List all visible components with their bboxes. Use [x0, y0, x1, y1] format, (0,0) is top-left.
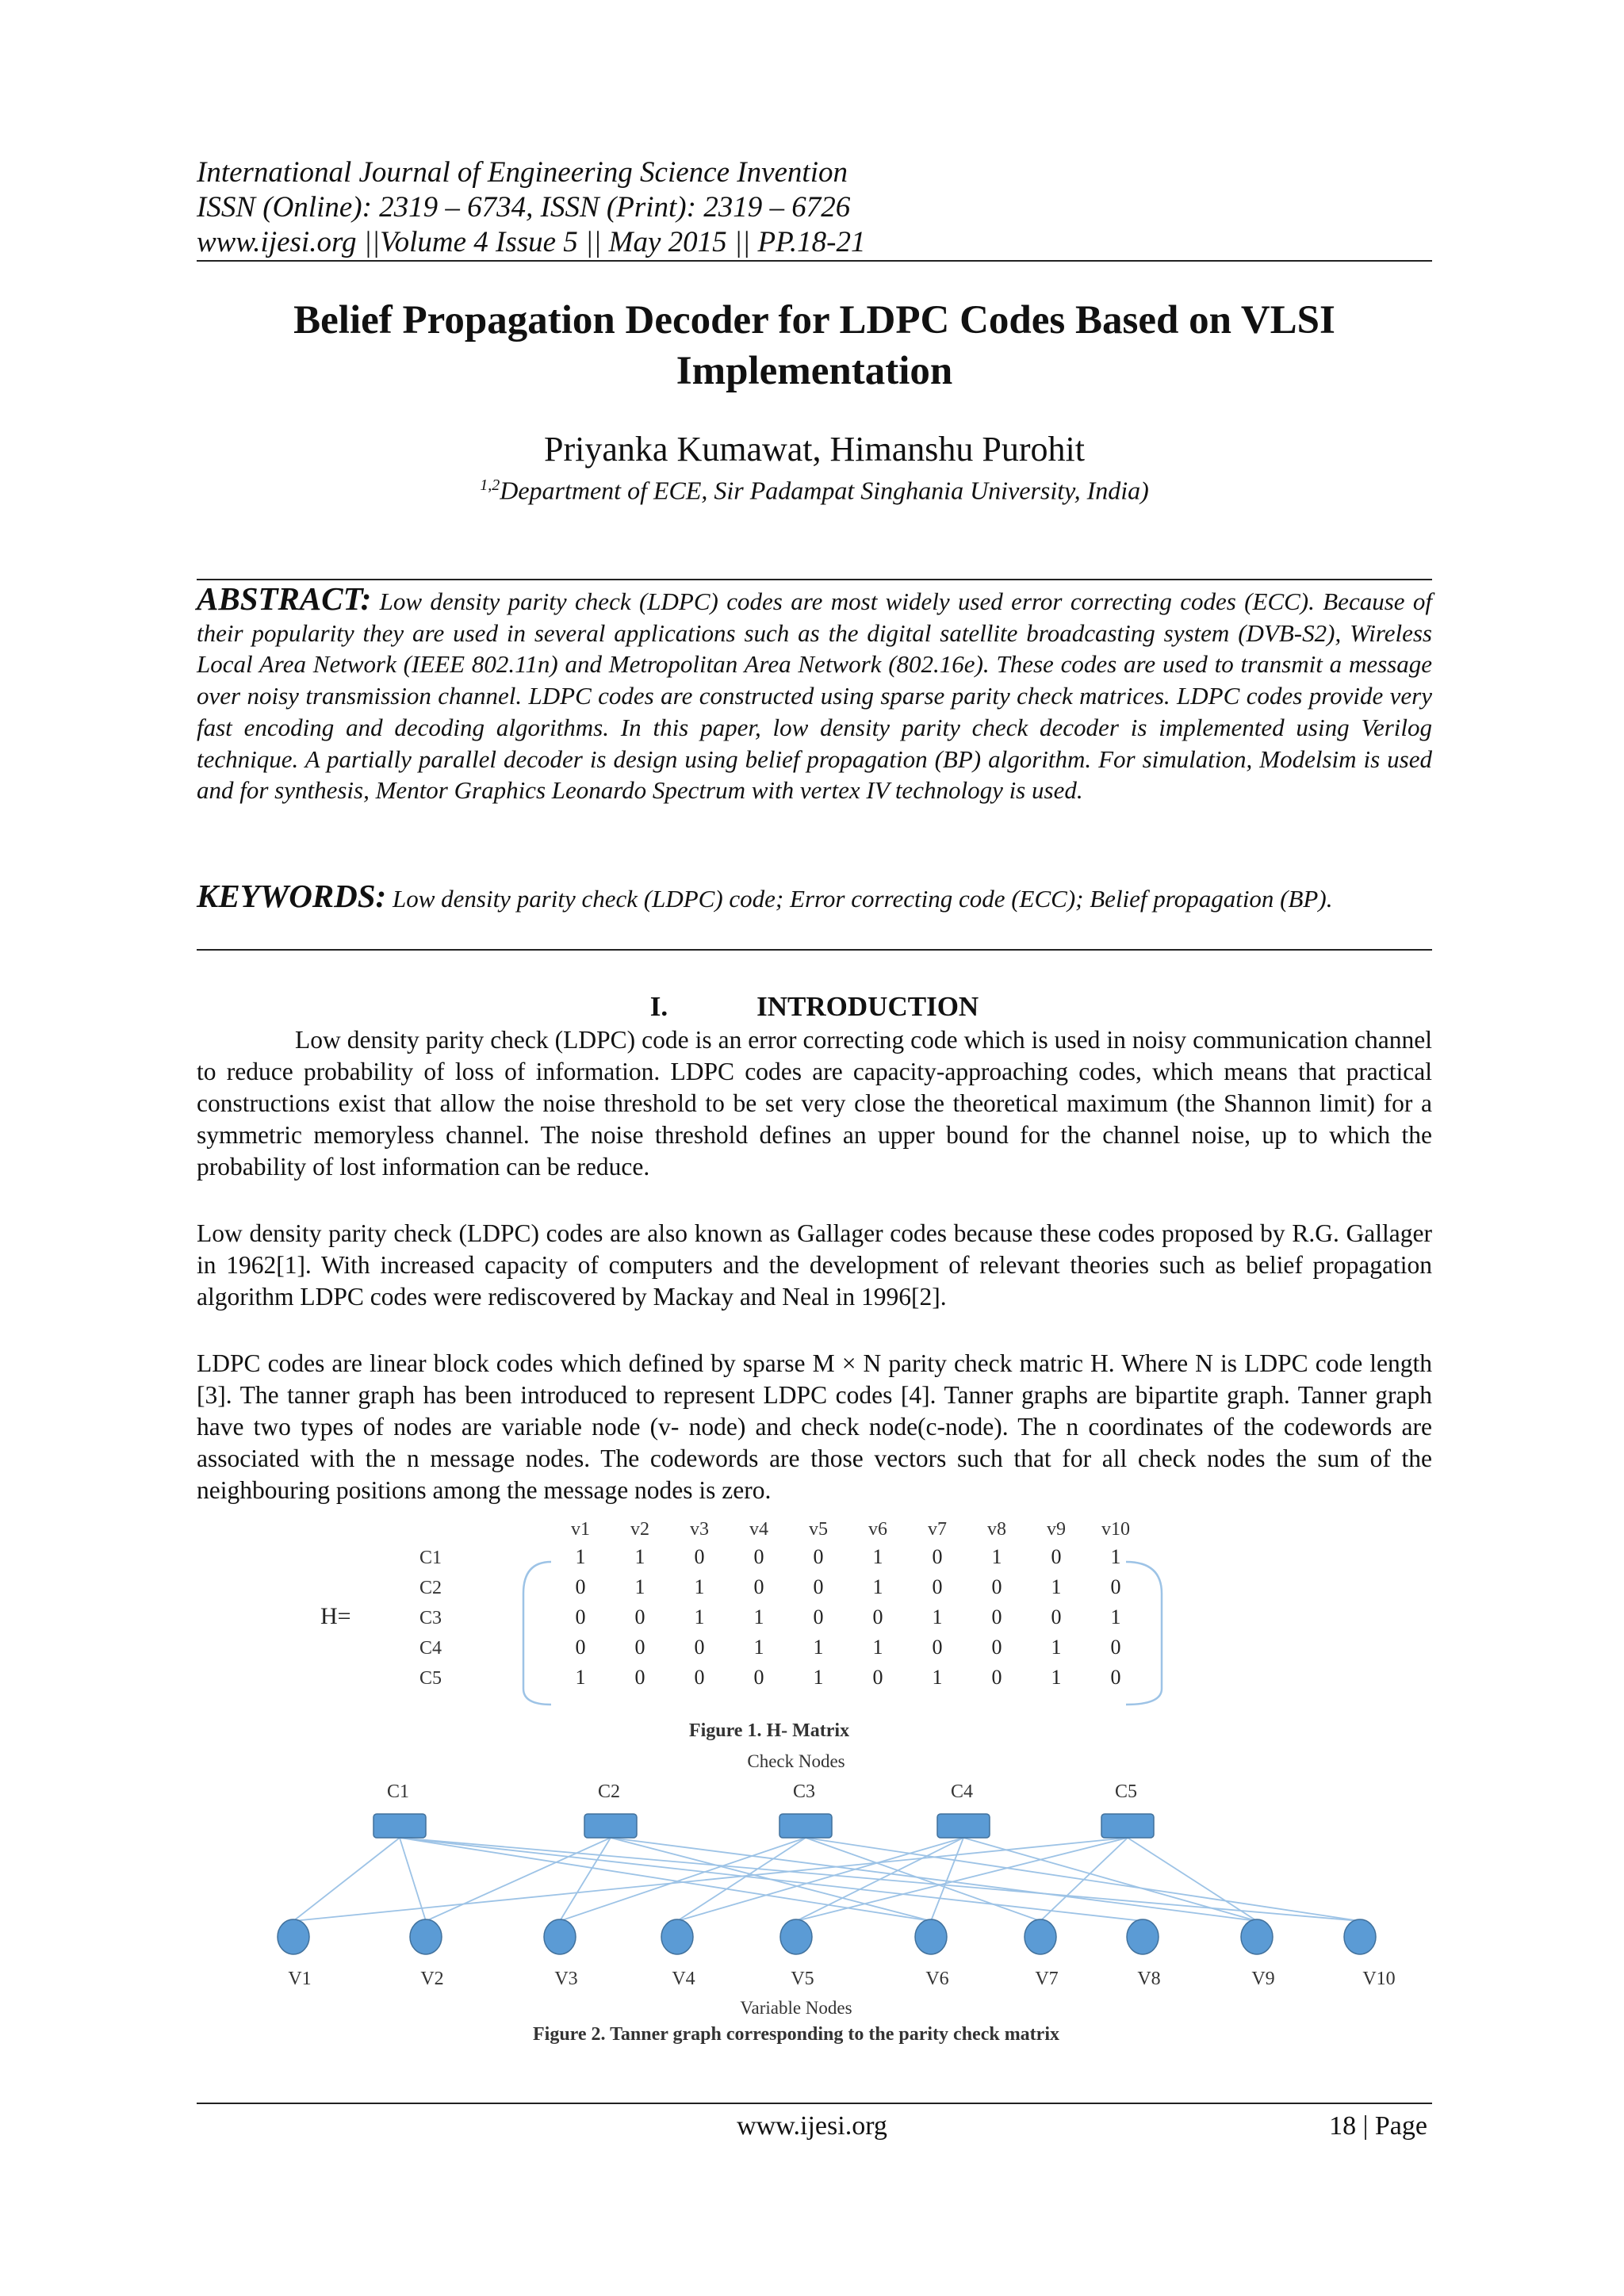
variable-node-label: V6 [925, 1969, 949, 1989]
matrix-cell: 0 [1110, 1636, 1121, 1659]
tanner-edge [677, 1838, 806, 1921]
intro-paragraph-1: Low density parity check (LDPC) code is an error correcting code which is used in noisy communication channel to reduce probability of loss of information. LDPC codes are capacity-approaching codes, which means that practical constructions exist that allow the noise threshold to be set very close the theoretical maximum (the Shannon limit) for a symmetric memoryless channel. The noise threshold defines an upper bound for the channel noise, up to which the probability of lost information can be reduce. [197, 1026, 1432, 1181]
check-node-label: C1 [386, 1781, 410, 1802]
matrix-cell: 0 [991, 1666, 1002, 1689]
matrix-cell: 0 [634, 1605, 645, 1628]
check-node-label: C5 [1114, 1781, 1138, 1802]
tanner-edge [1128, 1838, 1257, 1921]
matrix-cell: 1 [872, 1545, 883, 1568]
variable-node-label: V7 [1035, 1969, 1059, 1989]
matrix-row-label: C5 [419, 1668, 442, 1689]
matrix-cell: 1 [1051, 1575, 1062, 1598]
matrix-cell: 0 [1051, 1605, 1062, 1628]
check-node [779, 1814, 832, 1838]
figure-2-tanner-graph [278, 1751, 1396, 2018]
journal-issue: www.ijesi.org ||Volume 4 Issue 5 || May 2015 || PP.18-21 [197, 226, 866, 258]
matrix-cell: 1 [694, 1575, 705, 1598]
matrix-cell: 0 [694, 1666, 705, 1689]
matrix-cell: 1 [753, 1636, 764, 1659]
matrix-cell: 0 [872, 1605, 883, 1628]
matrix-cell: 0 [575, 1575, 586, 1598]
matrix-cell: 0 [575, 1636, 586, 1659]
matrix-cell: 1 [634, 1545, 645, 1568]
matrix-left-brace [523, 1562, 551, 1705]
matrix-column-label: v8 [987, 1519, 1006, 1540]
abstract-top-rule [197, 579, 1432, 580]
matrix-cell: 1 [575, 1545, 586, 1568]
variable-node [410, 1919, 442, 1954]
check-node [1101, 1814, 1154, 1838]
variable-node [1344, 1919, 1376, 1954]
footer-url: www.ijesi.org [737, 2111, 887, 2141]
matrix-cell: 0 [753, 1666, 764, 1689]
variable-node-label: V8 [1137, 1969, 1161, 1989]
matrix-cell: 0 [694, 1636, 705, 1659]
matrix-cell: 0 [694, 1545, 705, 1568]
matrix-column-label: v9 [1047, 1519, 1066, 1540]
tanner-edge [1040, 1838, 1128, 1921]
matrix-cell: 0 [1110, 1575, 1121, 1598]
tanner-edge [806, 1838, 1360, 1921]
variable-node [915, 1919, 947, 1954]
variable-node-label: V3 [554, 1969, 578, 1989]
matrix-row-label: C2 [419, 1578, 442, 1598]
keywords-bottom-rule [197, 949, 1432, 951]
tanner-edges [293, 1838, 1360, 1921]
matrix-cell: 1 [872, 1636, 883, 1659]
h-matrix-label: H= [320, 1603, 351, 1629]
footer-page-number: 18 | Page [1329, 2111, 1427, 2141]
matrix-cell: 1 [932, 1666, 943, 1689]
check-node [373, 1814, 426, 1838]
matrix-column-label: v6 [868, 1519, 887, 1540]
variable-nodes-title: Variable Nodes [740, 1998, 852, 2018]
check-node [584, 1814, 637, 1838]
matrix-column-label: v7 [928, 1519, 947, 1540]
tanner-edge [426, 1838, 611, 1921]
matrix-row-label: C1 [419, 1548, 442, 1568]
matrix-cell: 0 [991, 1636, 1002, 1659]
matrix-cell: 0 [932, 1575, 943, 1598]
paper-title: Belief Propagation Decoder for LDPC Codes Based on VLSI Implementation [293, 298, 1335, 393]
tanner-edge [560, 1838, 611, 1921]
check-node [937, 1814, 990, 1838]
intro-paragraph-3: LDPC codes are linear block codes which defined by sparse M × N parity check matric H. Where N is LDPC code length [3]. The tanner graph has been introduced to represent LDPC codes [4]. Tanner graphs are bipartite graph. Tanner graph have two types of nodes are variable node (v- node) and check node(c-node). The n coordinates of the codewords are associated with the n message nodes. The codewords are those vectors such that for all check nodes the sum of the neighbouring positions among the message nodes is zero. [197, 1349, 1432, 1504]
keywords [197, 880, 1432, 915]
matrix-cell: 1 [1051, 1636, 1062, 1659]
matrix-cell: 0 [753, 1575, 764, 1598]
matrix-cell: 0 [813, 1605, 824, 1628]
variable-node-label: V2 [420, 1969, 444, 1989]
matrix-cell: 0 [634, 1636, 645, 1659]
matrix-right-brace [1126, 1562, 1162, 1705]
variable-node-label: V9 [1251, 1969, 1275, 1989]
header-rule [197, 260, 1432, 262]
matrix-column-label: v1 [571, 1519, 590, 1540]
matrix-cell: 0 [575, 1605, 586, 1628]
journal-name: International Journal of Engineering Science Invention [197, 156, 848, 189]
variable-node [1241, 1919, 1273, 1954]
matrix-cell: 0 [872, 1666, 883, 1689]
matrix-cell: 0 [813, 1575, 824, 1598]
variable-node-label: V5 [791, 1969, 814, 1989]
check-node-label: C3 [792, 1781, 816, 1802]
variable-node [544, 1919, 576, 1954]
section-title: INTRODUCTION [756, 991, 979, 1022]
variable-node [1025, 1919, 1056, 1954]
matrix-row-label: C4 [419, 1638, 442, 1659]
matrix-cell: 1 [694, 1605, 705, 1628]
variable-node [278, 1919, 309, 1954]
matrix-column-label: v3 [690, 1519, 709, 1540]
matrix-column-label: v5 [809, 1519, 828, 1540]
affiliation-text: Department of ECE, Sir Padampat Singhania University, India) [500, 476, 1149, 505]
matrix-cell: 1 [1051, 1666, 1062, 1689]
tanner-edge [400, 1838, 931, 1921]
section-heading [197, 989, 1432, 1024]
tanner-edge [293, 1838, 400, 1921]
matrix-cell: 0 [932, 1545, 943, 1568]
figures-svg [0, 1506, 1624, 2061]
matrix-cell: 1 [813, 1666, 824, 1689]
tanner-edge [796, 1838, 1128, 1921]
variable-node [780, 1919, 812, 1954]
matrix-cell: 1 [575, 1666, 586, 1689]
matrix-column-label: v10 [1101, 1519, 1130, 1540]
variable-node-label: V1 [288, 1969, 312, 1989]
check-node-group [373, 1781, 1154, 1838]
journal-header [197, 155, 1432, 260]
check-nodes-title: Check Nodes [747, 1751, 845, 1771]
section-number: I. [649, 991, 668, 1022]
matrix-cell: 1 [991, 1545, 1002, 1568]
matrix-cell: 1 [753, 1605, 764, 1628]
matrix-cell: 0 [1051, 1545, 1062, 1568]
matrix-cell: 1 [1110, 1605, 1121, 1628]
affiliation-sup: 1,2 [480, 476, 500, 494]
journal-issn: ISSN (Online): 2319 – 6734, ISSN (Print): 2319 – 6726 [197, 191, 851, 224]
variable-node [661, 1919, 693, 1954]
variable-node-group [278, 1919, 1396, 1989]
intro-paragraph-2: Low density parity check (LDPC) codes are also known as Gallager codes because these codes proposed by R.G. Gallager in 1962[1]. With increased capacity of computers and the development of relevant theories such as belief propagation algorithm LDPC codes were rediscovered by Mackay and Neal in 1996[2]. [197, 1219, 1432, 1311]
matrix-cell: 0 [813, 1545, 824, 1568]
matrix-cell: 0 [1110, 1666, 1121, 1689]
check-node-label: C4 [950, 1781, 974, 1802]
variable-node [1127, 1919, 1159, 1954]
abstract-text: Low density parity check (LDPC) codes are most widely used error correcting codes (ECC). Because of their popularity they are used in several applications such as the digital satellite broadcasting system (DVB-S2), Wireless Local Area Network (IEEE 802.11n) and Metropolitan Area Network (802.16e). These codes are used to transmit a message over noisy transmission channel. LDPC codes are constructed using sparse parity check matrices. LDPC codes provide very fast encoding and decoding algorithms. In this paper, low density parity check decoder is implemented using Verilog technique. A partially parallel decoder is design using belief propagation (BP) algorithm. For simulation, Modelsim is used and for synthesis, Mentor Graphics Leonardo Spectrum with vertex IV technology is used. [197, 587, 1433, 805]
figure-1-h-matrix [320, 1519, 1162, 1705]
matrix-cell: 1 [932, 1605, 943, 1628]
matrix-cell: 0 [991, 1605, 1002, 1628]
variable-node-label: V10 [1362, 1969, 1396, 1989]
keywords-label: KEYWORDS: [197, 878, 387, 914]
matrix-cell: 1 [872, 1575, 883, 1598]
figure-2-caption: Figure 2. Tanner graph corresponding to the parity check matrix [532, 2024, 1060, 2045]
affiliation [197, 469, 1432, 507]
abstract-label: ABSTRACT: [197, 580, 372, 617]
matrix-cell: 1 [1110, 1545, 1121, 1568]
matrix-column-label: v4 [749, 1519, 768, 1540]
figure-1-caption: Figure 1. H- Matrix [688, 1720, 850, 1741]
matrix-column-label: v2 [630, 1519, 649, 1540]
matrix-cell: 0 [932, 1636, 943, 1659]
matrix-cell: 1 [634, 1575, 645, 1598]
authors: Priyanka Kumawat, Himanshu Purohit [544, 430, 1085, 469]
figures [0, 1506, 1624, 2061]
matrix-cell: 0 [753, 1545, 764, 1568]
matrix-cell: 0 [991, 1575, 1002, 1598]
variable-node-label: V4 [672, 1969, 695, 1989]
matrix-row-label: C3 [419, 1608, 442, 1628]
matrix-cell: 0 [634, 1666, 645, 1689]
abstract [197, 580, 1433, 806]
keywords-text: Low density parity check (LDPC) code; Error correcting code (ECC); Belief propagation (BP). [392, 885, 1333, 913]
matrix-cell: 1 [813, 1636, 824, 1659]
footer-rule [197, 2103, 1432, 2104]
check-node-label: C2 [597, 1781, 621, 1802]
